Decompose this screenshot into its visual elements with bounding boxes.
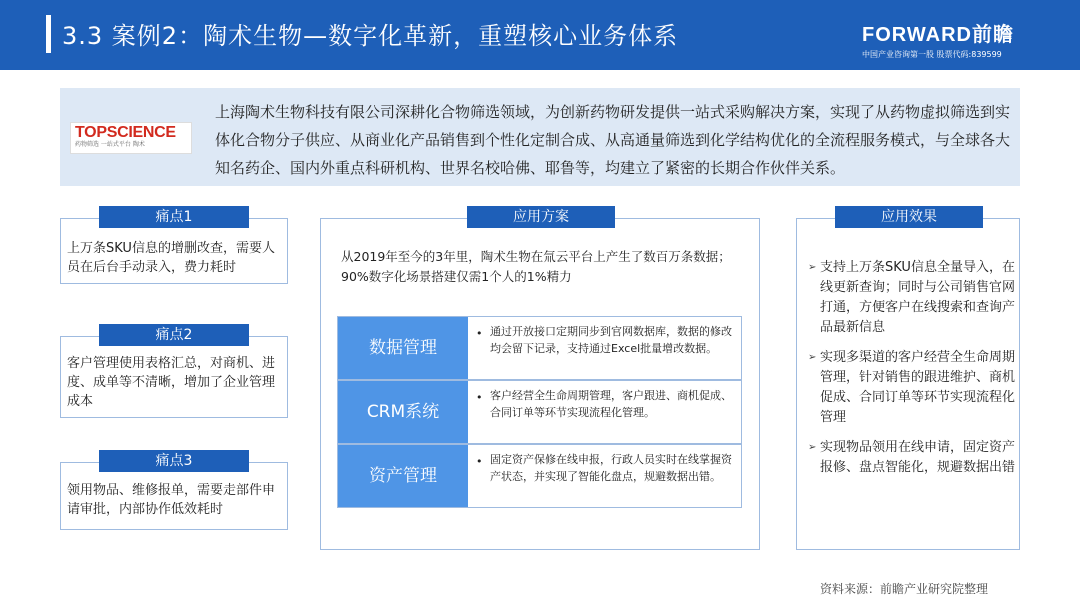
solution-tag: 应用方案: [467, 206, 615, 228]
arrow-bullet-icon: ➢: [808, 262, 817, 273]
bullet-icon: •: [476, 455, 483, 468]
solution-row-crm: [337, 380, 742, 444]
pain-point-tag: 痛点3: [99, 450, 249, 472]
company-logo: [70, 122, 192, 154]
brand-name: FORWARD前瞻: [862, 24, 1014, 46]
logo-subtext: 药物筛选 一站式平台 陶术: [75, 141, 145, 148]
logo-text: TOPSCIENCE: [75, 124, 176, 141]
pain-point-card-2: [60, 327, 288, 418]
solution-row-asset-management: [337, 444, 742, 508]
row-description: 固定资产保修在线申报，行政人员实时在线掌握资产状态，并实现了智能化盘点，规避数据出错。: [490, 453, 732, 483]
effect-item: [808, 438, 1016, 478]
arrow-bullet-icon: ➢: [808, 352, 817, 363]
effect-text: 实现物品领用在线申请，固定资产报修、盘点智能化，规避数据出错: [820, 440, 1016, 475]
company-intro: [60, 88, 1020, 186]
brand-subtitle: 中国产业咨询第一股 股票代码:839599: [862, 50, 1002, 59]
header-banner: [0, 0, 1080, 70]
bullet-icon: •: [476, 327, 483, 340]
brand-logo: [862, 18, 1062, 60]
row-description: 客户经营全生命周期管理，客户跟进、商机促成、合同订单等环节实现流程化管理。: [490, 389, 732, 419]
page-title: 3.3 案例2：陶术生物—数字化革新，重塑核心业务体系: [62, 22, 679, 50]
source-note: 资料来源：前瞻产业研究院整理: [820, 582, 989, 596]
pain-point-tag: 痛点2: [99, 324, 249, 346]
bullet-icon: •: [476, 391, 483, 404]
pain-point-text: 上万条SKU信息的增删改查，需要人员在后台手动录入，费力耗时: [67, 241, 275, 275]
row-label: 数据管理: [338, 317, 468, 379]
intro-paragraph: 上海陶术生物科技有限公司深耕化合物筛选领域，为创新药物研发提供一站式采购解决方案，实现了从药物虚拟筛选到实体化合物分子供应、从商业化产品销售到个性化定制合成、从高通量筛选到化学结构优化的全流程服务模式，与全球各大知名药企、国内外重点科研机构、世界名校哈佛、耶鲁等，均建立了紧密的长期合作伙伴关系。: [215, 103, 1011, 177]
effect-text: 支持上万条SKU信息全量导入，在线更新查询；同时与公司销售官网打通，方便客户在线搜索和查询产品最新信息: [820, 260, 1016, 335]
solution-lead: 从2019年至今的3年里，陶术生物在氚云平台上产生了数百万条数据；90%数字化场景搭建仅需1个人的1%精力: [341, 249, 731, 284]
solution-panel: [320, 209, 760, 550]
solution-row-data-management: [337, 316, 742, 380]
arrow-bullet-icon: ➢: [808, 442, 817, 453]
row-label: CRM系统: [338, 381, 468, 443]
pain-point-tag: 痛点1: [99, 206, 249, 228]
pain-point-text: 领用物品、维修报单，需要走部件申请审批，内部协作低效耗时: [67, 483, 276, 517]
effect-item: [808, 258, 1016, 338]
pain-point-text: 客户管理使用表格汇总，对商机、进度、成单等不清晰，增加了企业管理成本: [67, 356, 276, 409]
effect-text: 实现多渠道的客户经营全生命周期管理，针对销售的跟进维护、商机促成、合同订单等环节实现流程化管理: [820, 350, 1016, 425]
effect-item: [808, 348, 1016, 428]
effects-tag: 应用效果: [835, 206, 983, 228]
row-label: 资产管理: [338, 445, 468, 507]
header-accent-bar: [46, 15, 51, 53]
pain-point-card-1: [60, 209, 288, 284]
pain-point-card-3: [60, 453, 288, 530]
row-description: 通过开放接口定期同步到官网数据库，数据的修改均会留下记录，支持通过Excel批量增改数据。: [490, 325, 732, 355]
effects-list: [808, 258, 1016, 488]
